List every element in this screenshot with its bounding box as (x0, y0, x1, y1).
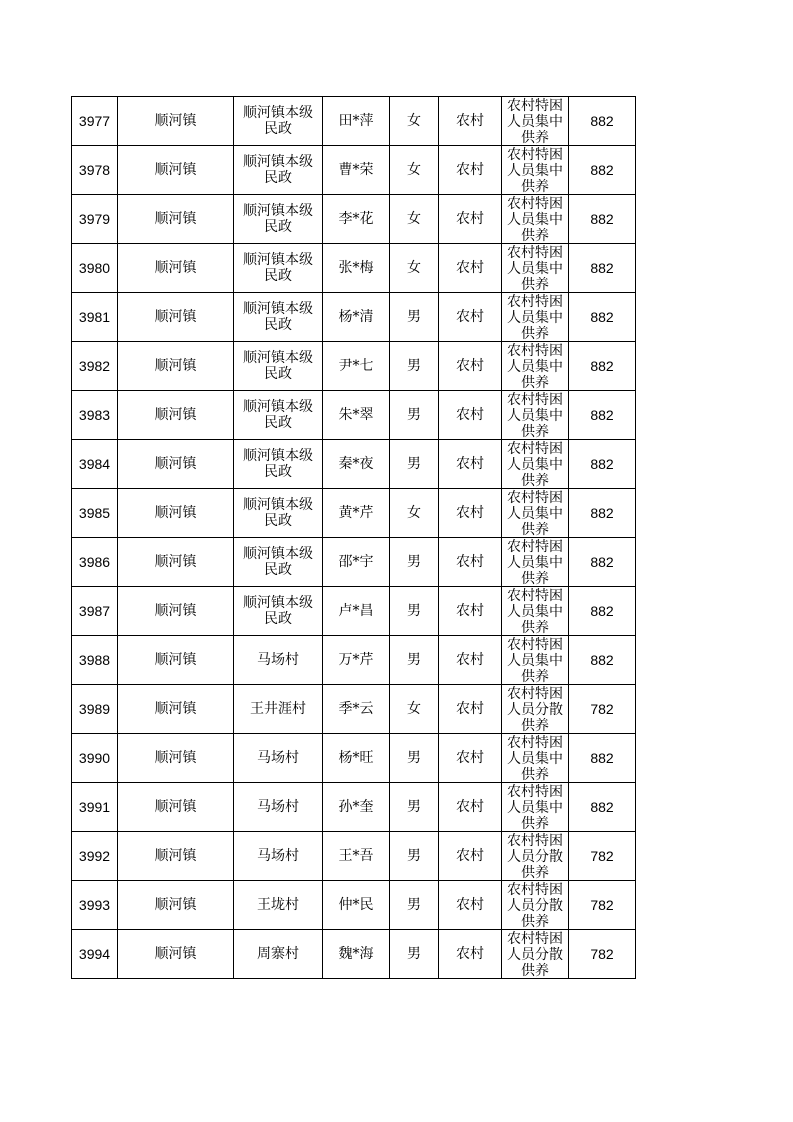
area-type-cell: 农村 (439, 832, 502, 881)
town-cell: 顺河镇 (118, 832, 234, 881)
amount-cell: 882 (569, 783, 636, 832)
support-type-text: 农村特困人员集中供养 (507, 441, 563, 488)
support-type-text: 农村特困人员集中供养 (507, 490, 563, 537)
support-type-cell (502, 97, 569, 146)
unit-text: 顺河镇本级民政 (243, 399, 313, 431)
unit-text: 周寨村 (257, 946, 299, 962)
support-type-cell (502, 783, 569, 832)
unit-cell (234, 293, 323, 342)
serial-number-cell: 3993 (72, 881, 118, 930)
support-type-cell (502, 489, 569, 538)
amount-cell: 782 (569, 685, 636, 734)
area-type-cell: 农村 (439, 783, 502, 832)
support-type-clip (502, 244, 568, 292)
unit-text: 王垅村 (257, 897, 299, 913)
table-row (72, 489, 636, 538)
support-type-clip (502, 734, 568, 782)
table-row (72, 97, 636, 146)
person-name-cell: 李*花 (323, 195, 390, 244)
amount-cell: 782 (569, 881, 636, 930)
town-cell: 顺河镇 (118, 636, 234, 685)
gender-cell: 男 (390, 636, 439, 685)
person-name-cell: 仲*民 (323, 881, 390, 930)
support-type-cell (502, 244, 569, 293)
amount-cell: 882 (569, 195, 636, 244)
support-type-cell (502, 440, 569, 489)
unit-cell (234, 342, 323, 391)
support-type-cell (502, 734, 569, 783)
unit-text: 顺河镇本级民政 (243, 252, 313, 284)
serial-number-cell: 3987 (72, 587, 118, 636)
area-type-cell: 农村 (439, 930, 502, 979)
gender-cell: 女 (390, 195, 439, 244)
table-row (72, 587, 636, 636)
gender-cell: 男 (390, 391, 439, 440)
serial-number-cell: 3977 (72, 97, 118, 146)
area-type-cell: 农村 (439, 391, 502, 440)
town-cell: 顺河镇 (118, 930, 234, 979)
support-type-clip (502, 97, 568, 145)
amount-cell: 882 (569, 587, 636, 636)
town-cell: 顺河镇 (118, 146, 234, 195)
table-row (72, 293, 636, 342)
beneficiary-table (71, 96, 636, 979)
table-body (72, 97, 636, 979)
support-type-cell (502, 195, 569, 244)
unit-text: 顺河镇本级民政 (243, 350, 313, 382)
serial-number-cell: 3985 (72, 489, 118, 538)
support-type-clip (502, 832, 568, 880)
unit-cell (234, 391, 323, 440)
town-cell: 顺河镇 (118, 440, 234, 489)
support-type-text: 农村特困人员集中供养 (507, 98, 563, 145)
person-name-cell: 黄*芹 (323, 489, 390, 538)
amount-cell: 882 (569, 391, 636, 440)
area-type-cell: 农村 (439, 293, 502, 342)
unit-cell (234, 734, 323, 783)
support-type-cell (502, 538, 569, 587)
support-type-text: 农村特困人员集中供养 (507, 735, 563, 782)
gender-cell: 男 (390, 440, 439, 489)
town-cell: 顺河镇 (118, 391, 234, 440)
unit-text: 马场村 (257, 848, 299, 864)
person-name-cell: 尹*七 (323, 342, 390, 391)
person-name-cell: 朱*翠 (323, 391, 390, 440)
person-name-cell: 曹*荣 (323, 146, 390, 195)
support-type-text: 农村特困人员集中供养 (507, 637, 563, 684)
town-cell: 顺河镇 (118, 685, 234, 734)
gender-cell: 女 (390, 685, 439, 734)
gender-cell: 男 (390, 881, 439, 930)
table-row (72, 146, 636, 195)
unit-cell (234, 587, 323, 636)
support-type-text: 农村特困人员分散供养 (507, 686, 563, 733)
unit-text: 顺河镇本级民政 (243, 595, 313, 627)
support-type-cell (502, 342, 569, 391)
support-type-text: 农村特困人员集中供养 (507, 784, 563, 831)
person-name-cell: 魏*海 (323, 930, 390, 979)
table-row (72, 244, 636, 293)
support-type-text: 农村特困人员集中供养 (507, 245, 563, 292)
serial-number-cell: 3981 (72, 293, 118, 342)
unit-text: 顺河镇本级民政 (243, 203, 313, 235)
town-cell: 顺河镇 (118, 587, 234, 636)
area-type-cell: 农村 (439, 881, 502, 930)
table-row (72, 391, 636, 440)
gender-cell: 女 (390, 489, 439, 538)
support-type-text: 农村特困人员集中供养 (507, 343, 563, 390)
unit-cell (234, 244, 323, 293)
gender-cell: 男 (390, 783, 439, 832)
town-cell: 顺河镇 (118, 489, 234, 538)
unit-text: 顺河镇本级民政 (243, 105, 313, 137)
amount-cell: 882 (569, 734, 636, 783)
support-type-clip (502, 783, 568, 831)
serial-number-cell: 3980 (72, 244, 118, 293)
unit-cell (234, 538, 323, 587)
support-type-clip (502, 342, 568, 390)
amount-cell: 882 (569, 342, 636, 391)
support-type-text: 农村特困人员集中供养 (507, 588, 563, 635)
support-type-cell (502, 930, 569, 979)
person-name-cell: 杨*清 (323, 293, 390, 342)
gender-cell: 男 (390, 342, 439, 391)
gender-cell: 男 (390, 832, 439, 881)
person-name-cell: 孙*奎 (323, 783, 390, 832)
amount-cell: 782 (569, 832, 636, 881)
town-cell: 顺河镇 (118, 244, 234, 293)
gender-cell: 男 (390, 734, 439, 783)
area-type-cell: 农村 (439, 342, 502, 391)
support-type-clip (502, 930, 568, 978)
support-type-text: 农村特困人员分散供养 (507, 931, 563, 978)
support-type-cell (502, 146, 569, 195)
unit-cell (234, 195, 323, 244)
gender-cell: 女 (390, 146, 439, 195)
town-cell: 顺河镇 (118, 881, 234, 930)
unit-cell (234, 97, 323, 146)
gender-cell: 男 (390, 538, 439, 587)
unit-text: 马场村 (257, 652, 299, 668)
unit-text: 顺河镇本级民政 (243, 448, 313, 480)
support-type-clip (502, 391, 568, 439)
support-type-clip (502, 146, 568, 194)
gender-cell: 女 (390, 244, 439, 293)
amount-cell: 882 (569, 146, 636, 195)
serial-number-cell: 3992 (72, 832, 118, 881)
area-type-cell: 农村 (439, 440, 502, 489)
support-type-clip (502, 440, 568, 488)
serial-number-cell: 3994 (72, 930, 118, 979)
serial-number-cell: 3978 (72, 146, 118, 195)
support-type-clip (502, 293, 568, 341)
support-type-clip (502, 685, 568, 733)
person-name-cell: 杨*旺 (323, 734, 390, 783)
area-type-cell: 农村 (439, 97, 502, 146)
support-type-clip (502, 636, 568, 684)
unit-text: 王井涯村 (250, 701, 306, 717)
table-row (72, 685, 636, 734)
support-type-cell (502, 293, 569, 342)
unit-cell (234, 636, 323, 685)
support-type-text: 农村特困人员集中供养 (507, 539, 563, 586)
town-cell: 顺河镇 (118, 783, 234, 832)
table-row (72, 440, 636, 489)
support-type-cell (502, 587, 569, 636)
support-type-cell (502, 832, 569, 881)
unit-cell (234, 146, 323, 195)
serial-number-cell: 3990 (72, 734, 118, 783)
unit-cell (234, 930, 323, 979)
area-type-cell: 农村 (439, 734, 502, 783)
person-name-cell: 田*萍 (323, 97, 390, 146)
town-cell: 顺河镇 (118, 538, 234, 587)
table-row (72, 783, 636, 832)
area-type-cell: 农村 (439, 146, 502, 195)
serial-number-cell: 3988 (72, 636, 118, 685)
amount-cell: 882 (569, 440, 636, 489)
support-type-clip (502, 587, 568, 635)
serial-number-cell: 3984 (72, 440, 118, 489)
serial-number-cell: 3991 (72, 783, 118, 832)
amount-cell: 882 (569, 538, 636, 587)
table-row (72, 734, 636, 783)
support-type-cell (502, 881, 569, 930)
support-type-clip (502, 489, 568, 537)
area-type-cell: 农村 (439, 685, 502, 734)
unit-cell (234, 881, 323, 930)
support-type-cell (502, 636, 569, 685)
support-type-clip (502, 881, 568, 929)
support-type-text: 农村特困人员集中供养 (507, 147, 563, 194)
serial-number-cell: 3986 (72, 538, 118, 587)
amount-cell: 882 (569, 293, 636, 342)
person-name-cell: 邵*宇 (323, 538, 390, 587)
support-type-cell (502, 391, 569, 440)
person-name-cell: 张*梅 (323, 244, 390, 293)
serial-number-cell: 3982 (72, 342, 118, 391)
town-cell: 顺河镇 (118, 734, 234, 783)
table-row (72, 342, 636, 391)
unit-text: 马场村 (257, 750, 299, 766)
support-type-text: 农村特困人员集中供养 (507, 196, 563, 243)
gender-cell: 男 (390, 930, 439, 979)
table-row (72, 195, 636, 244)
amount-cell: 882 (569, 97, 636, 146)
serial-number-cell: 3983 (72, 391, 118, 440)
area-type-cell: 农村 (439, 587, 502, 636)
serial-number-cell: 3979 (72, 195, 118, 244)
support-type-text: 农村特困人员分散供养 (507, 833, 563, 880)
support-type-text: 农村特困人员分散供养 (507, 882, 563, 929)
person-name-cell: 王*吾 (323, 832, 390, 881)
area-type-cell: 农村 (439, 636, 502, 685)
table-row (72, 538, 636, 587)
unit-text: 顺河镇本级民政 (243, 546, 313, 578)
person-name-cell: 万*芹 (323, 636, 390, 685)
amount-cell: 882 (569, 636, 636, 685)
support-type-clip (502, 538, 568, 586)
gender-cell: 男 (390, 587, 439, 636)
area-type-cell: 农村 (439, 195, 502, 244)
town-cell: 顺河镇 (118, 342, 234, 391)
amount-cell: 882 (569, 244, 636, 293)
unit-cell (234, 832, 323, 881)
table-row (72, 930, 636, 979)
support-type-text: 农村特困人员集中供养 (507, 294, 563, 341)
gender-cell: 男 (390, 293, 439, 342)
table-row (72, 636, 636, 685)
support-type-cell (502, 685, 569, 734)
gender-cell: 女 (390, 97, 439, 146)
unit-cell (234, 685, 323, 734)
unit-cell (234, 440, 323, 489)
serial-number-cell: 3989 (72, 685, 118, 734)
amount-cell: 882 (569, 489, 636, 538)
area-type-cell: 农村 (439, 244, 502, 293)
unit-text: 顺河镇本级民政 (243, 497, 313, 529)
town-cell: 顺河镇 (118, 293, 234, 342)
table-row (72, 881, 636, 930)
person-name-cell: 季*云 (323, 685, 390, 734)
area-type-cell: 农村 (439, 538, 502, 587)
unit-text: 马场村 (257, 799, 299, 815)
town-cell: 顺河镇 (118, 195, 234, 244)
support-type-clip (502, 195, 568, 243)
unit-text: 顺河镇本级民政 (243, 154, 313, 186)
amount-cell: 782 (569, 930, 636, 979)
person-name-cell: 卢*昌 (323, 587, 390, 636)
area-type-cell: 农村 (439, 489, 502, 538)
unit-cell (234, 489, 323, 538)
person-name-cell: 秦*夜 (323, 440, 390, 489)
town-cell: 顺河镇 (118, 97, 234, 146)
support-type-text: 农村特困人员集中供养 (507, 392, 563, 439)
unit-cell (234, 783, 323, 832)
unit-text: 顺河镇本级民政 (243, 301, 313, 333)
table-row (72, 832, 636, 881)
